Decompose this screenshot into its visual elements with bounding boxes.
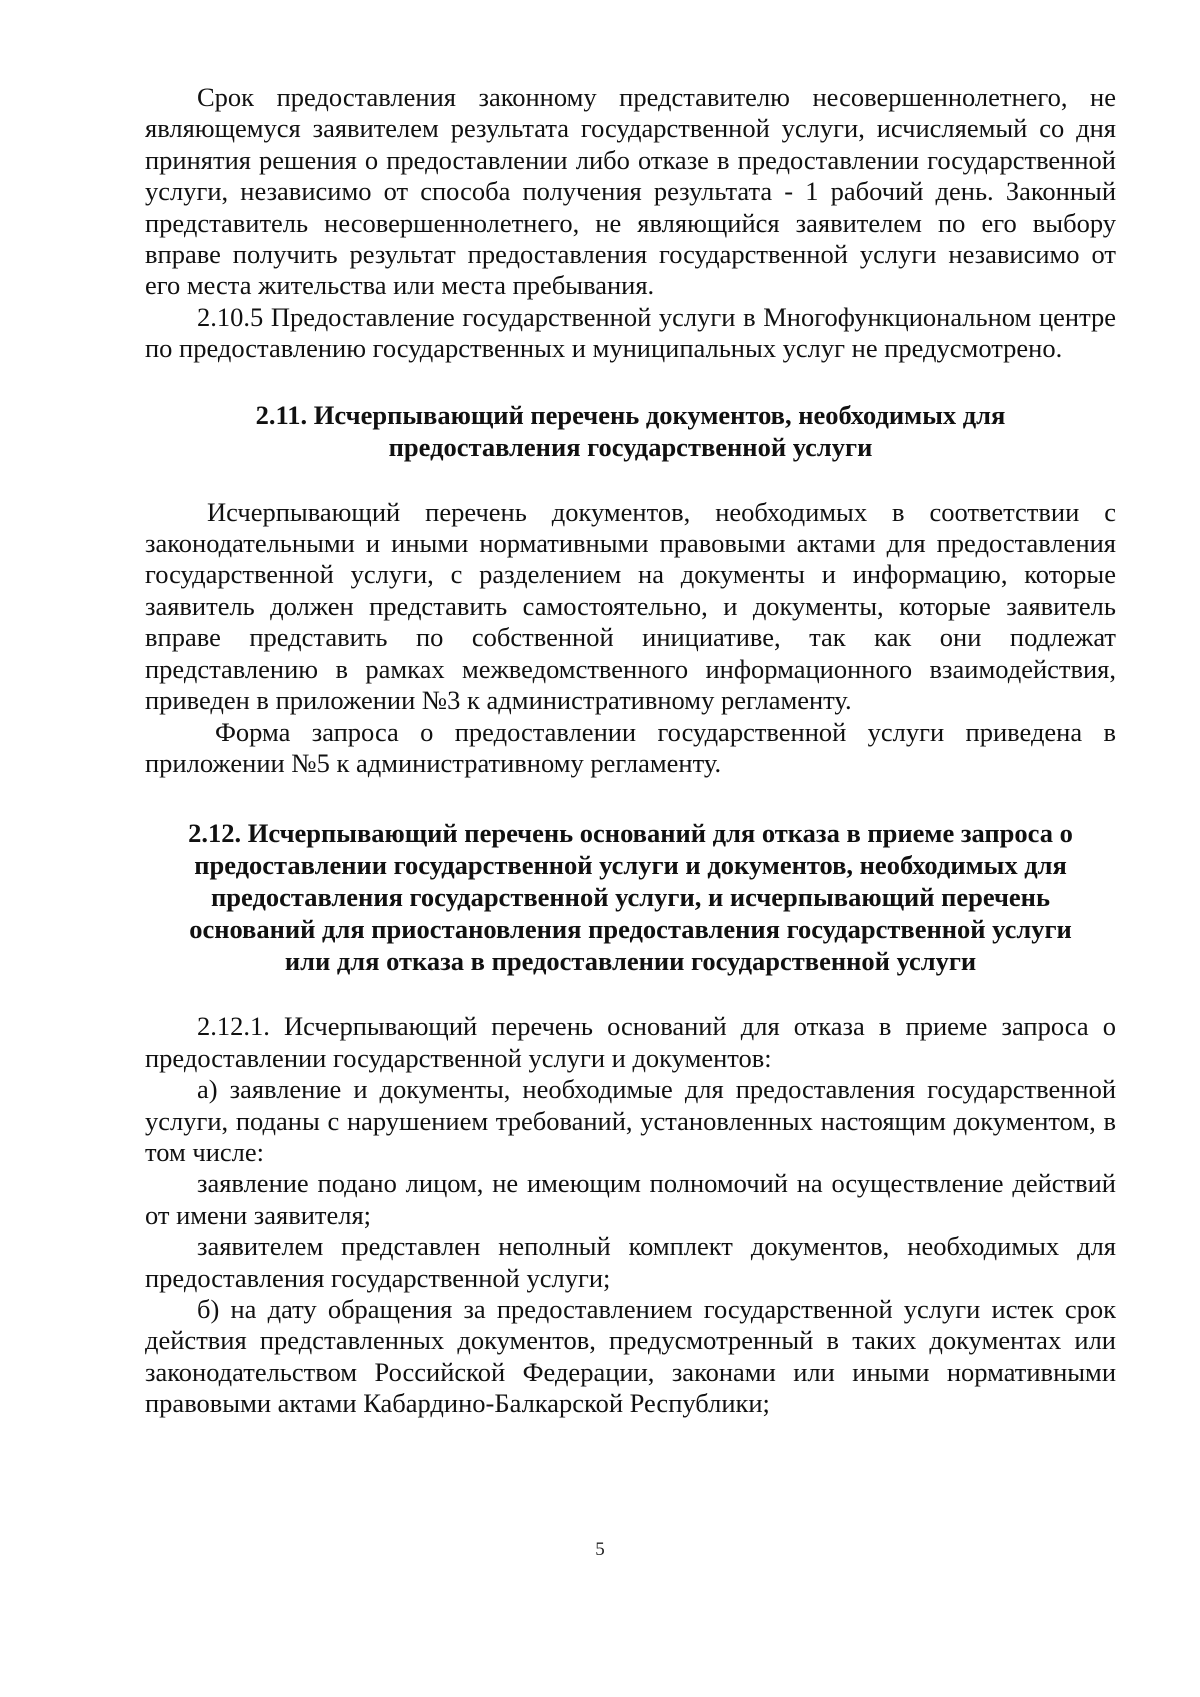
section-2-12-heading-line: предоставления государственной услуги, и исчерпывающий перечень xyxy=(211,882,1050,913)
paragraph-item-a: а) заявление и документы, необходимые для предоставления государственной услуги, поданы с нарушением требований, установленных настоящим документом, в том числе: xyxy=(145,1074,1116,1167)
section-2-11-heading-line: 2.11. Исчерпывающий перечень документов, необходимых для xyxy=(255,399,1006,430)
paragraph-incomplete-set: заявителем представлен неполный комплект документов, необходимых для предоставления государственной услуги; xyxy=(145,1231,1116,1293)
paragraph-2-11-request-form: Форма запроса о предоставлении государственной услуги приведена в приложении №5 к административному регламенту. xyxy=(145,716,1116,778)
section-2-11-heading xyxy=(145,399,1116,463)
page-number: 5 xyxy=(595,1539,605,1560)
section-2-12-heading-line: 2.12. Исчерпывающий перечень оснований для отказа в приеме запроса о xyxy=(188,818,1073,849)
paragraph-minor-representative-term: Срок предоставления законному представителю несовершеннолетнего, не являющемуся заявителем результата государственной услуги, исчисляемый со дня принятия решения о предоставлении либо отказе в предоставлении государственной услуги, независимо от способа получения результата - 1 рабочий день. Законный представитель несовершеннолетнего, не являющийся заявителем по его выбору вправе получить результат предоставления государственной услуги независимо от его места жительства или места пребывания. xyxy=(145,82,1116,301)
paragraph-no-authority: заявление подано лицом, не имеющим полномочий на осуществление действий от имени заявителя; xyxy=(145,1168,1116,1230)
section-2-12-heading-line: или для отказа в предоставлении государственной услуги xyxy=(284,946,977,977)
section-2-11-heading-line: предоставления государственной услуги xyxy=(388,431,873,462)
section-2-12-heading-line: предоставлении государственной услуги и документов, необходимых для xyxy=(194,850,1067,881)
paragraph-2-11-documents-list: Исчерпывающий перечень документов, необходимых в соответствии с законодательными и иными нормативными правовыми актами для предоставления государственной услуги, с разделением на документы и информацию, которые заявитель должен представить самостоятельно, и документы, которые заявитель вправе представить по собственной инициативе, так как они подлежат представлению в рамках межведомственного информационного взаимодействия, приведен в приложении №3 к административному регламенту. xyxy=(145,496,1116,716)
paragraph-item-b: б) на дату обращения за предоставлением государственной услуги истек срок действия представленных документов, предусмотренный в таких документах или законодательством Российской Федерации, законами или иными нормативными правовыми актами Кабардино-Балкарской Республики; xyxy=(145,1293,1116,1419)
section-2-12-heading-line: оснований для приостановления предоставления государственной услуги xyxy=(189,914,1072,945)
paragraph-2-12-1: 2.12.1. Исчерпывающий перечень оснований для отказа в приеме запроса о предоставлении государственной услуги и документов: xyxy=(145,1011,1116,1073)
paragraph-2-10-5: 2.10.5 Предоставление государственной услуги в Многофункциональном центре по предоставлению государственных и муниципальных услуг не предусмотрено. xyxy=(145,301,1116,364)
document-page xyxy=(145,82,1116,1420)
section-2-12-heading xyxy=(145,817,1116,977)
